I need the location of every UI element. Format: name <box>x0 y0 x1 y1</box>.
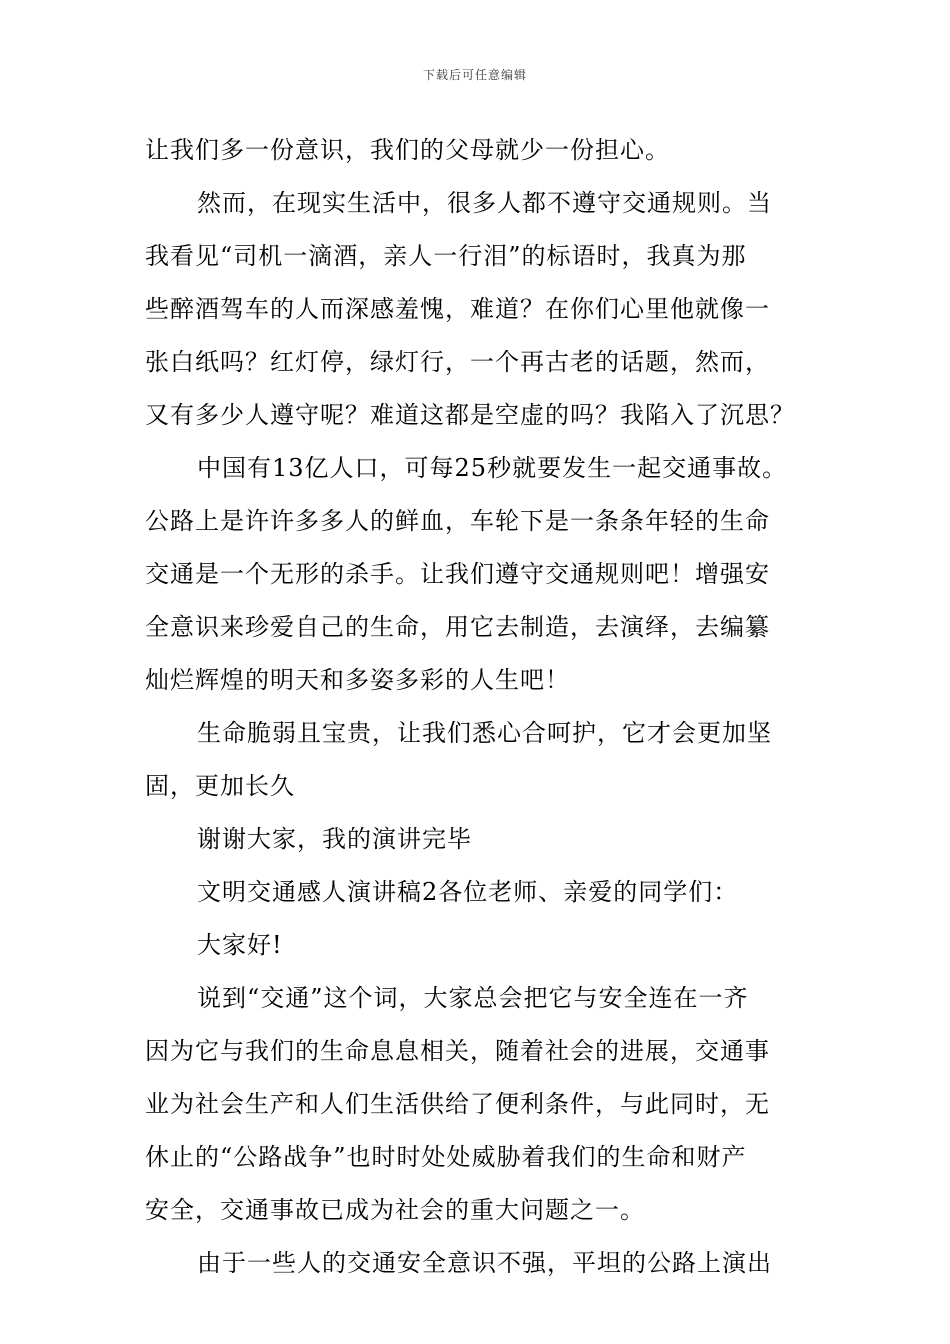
text-line: 让我们多一份意识，我们的父母就少一份担心。 <box>145 136 670 164</box>
text-line: 大家好! <box>197 931 283 959</box>
text-line: 由于一些人的交通安全意识不强，平坦的公路上演出 <box>197 1249 772 1277</box>
text-line: 我看见“司机一滴酒，亲人一行泪”的标语时，我真为那 <box>145 242 747 270</box>
text-line: 业为社会生产和人们生活供给了便利条件，与此同时，无 <box>145 1090 770 1118</box>
page-header-note: 下载后可任意编辑 <box>422 68 527 82</box>
text-line: 生命脆弱且宝贵，让我们悉心合呵护，它才会更加坚 <box>197 719 772 747</box>
text-line: 张白纸吗？红灯停，绿灯行，一个再古老的话题，然而， <box>145 348 770 376</box>
text-line: 公路上是许许多多人的鲜血，车轮下是一条条年轻的生命 <box>145 507 770 535</box>
text-line: 谢谢大家，我的演讲完毕 <box>197 825 472 853</box>
text-line: 因为它与我们的生命息息相关，随着社会的进展，交通事 <box>145 1037 770 1065</box>
text-line: 交通是一个无形的杀手。让我们遵守交通规则吧！增强安 <box>145 560 770 588</box>
text-line: 又有多少人遵守呢？难道这都是空虚的吗？我陷入了沉思？ <box>145 401 795 429</box>
text-line: 说到“交通”这个词，大家总会把它与安全连在一齐 <box>197 984 749 1012</box>
text-line: 些醉酒驾车的人而深感羞愧，难道？在你们心里他就像一 <box>145 295 770 323</box>
document-body <box>145 124 810 1290</box>
text-line: 然而，在现实生活中，很多人都不遵守交通规则。当 <box>197 189 772 217</box>
text-line: 灿烂辉煌的明天和多姿多彩的人生吧！ <box>145 666 570 694</box>
text-line: 全意识来珍爱自己的生命，用它去制造，去演绎，去编纂 <box>145 613 770 641</box>
text-line: 中国有13亿人口，可每25秒就要发生一起交通事故。 <box>197 454 788 482</box>
text-line: 安全，交通事故已成为社会的重大问题之一。 <box>145 1196 645 1224</box>
text-line: 固，更加长久 <box>145 772 295 800</box>
text-line: 文明交通感人演讲稿2各位老师、亲爱的同学们： <box>197 878 739 906</box>
text-line: 休止的“公路战争”也时时处处威胁着我们的生命和财产 <box>145 1143 747 1171</box>
